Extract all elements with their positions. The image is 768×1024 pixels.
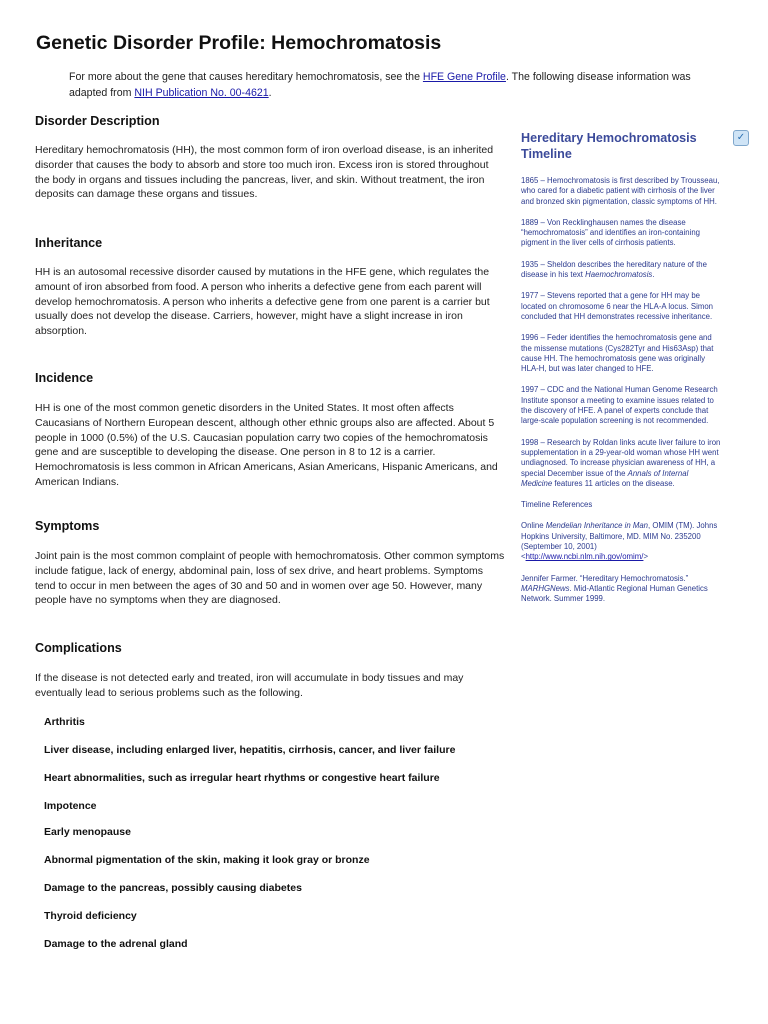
incidence-text: HH is one of the most common genetic disorders in the United States. It most often affects Caucasians of Northern European descent, although other ethnic groups also are affected. About 5 people in 1000 (0.5%) of the U.S. Caucasian population carry two copies of the hemochromatosis gene and are susceptible to developing the disease. One person in 8 to 12 is a carrier. Hemochromatosis is less common in African Americans, Asian Americans, Hispanic Americans, and American Indians. xyxy=(35,402,498,488)
list-item: Arthritis xyxy=(44,716,85,728)
timeline-entry xyxy=(521,438,721,489)
reference-text: . Mid-Atlantic Regional Human Genetics Network. Summer 1999. xyxy=(521,583,708,604)
section-heading-complications: Complications xyxy=(35,641,122,655)
section-heading-description: Disorder Description xyxy=(35,114,160,128)
page-title: Genetic Disorder Profile: Hemochromatosis xyxy=(36,32,442,54)
reference-title: MARHGNews xyxy=(521,583,570,593)
inheritance-text: HH is an autosomal recessive disorder caused by mutations in the HFE gene, which regulates the amount of iron absorbed from food. A person who inherits a defective gene from each parent will develop hemochromatosis. A person who inherits a defective gene from one parent is a carrier but usually does not develop the disease. Carriers, however, might have a slight increase in iron absorption. xyxy=(35,266,490,338)
reference-text: , OMIM (TM). Johns Hopkins University, Baltimore, MD. MIM No. 235200 (September 10, 2001) < xyxy=(521,521,718,562)
intro-text: For more about the gene that causes hereditary hemochromatosis, see the xyxy=(69,71,423,83)
timeline-text: 1998 – Research by Roldan links acute liver failure to iron supplementation in a 29-year-old woman whose HH went undiagnosed. To increase physician awareness of HH, a special December issue of the xyxy=(521,437,721,478)
timeline-entry: 1996 – Feder identifies the hemochromatosis gene and the missense mutations (Cys282Tyr and His63Asp) that cause HH. The hemochromatosis gene was originally HLA-H, but was later changed to HFE. xyxy=(521,333,714,374)
timeline-references-heading: Timeline References xyxy=(521,500,593,510)
list-item: Liver disease, including enlarged liver, hepatitis, cirrhosis, cancer, and liver failure xyxy=(44,744,456,756)
timeline-text: 1935 – Sheldon describes the hereditary nature of the disease in his text xyxy=(521,259,707,280)
section-heading-inheritance: Inheritance xyxy=(35,236,103,250)
reference-text: Jennifer Farmer. “Hereditary Hemochromatosis.” xyxy=(521,573,689,583)
timeline-title: Hereditary Hemochromatosis Timeline xyxy=(521,131,697,161)
timeline-entry: 1997 – CDC and the National Human Genome Research Institute sponsor a meeting to examine issues related to the discovery of HFE. A panel of experts conclude that large-scale population screening is not recommended. xyxy=(521,385,718,426)
list-item: Damage to the adrenal gland xyxy=(44,938,188,950)
timeline-entry xyxy=(521,260,721,281)
timeline-reference xyxy=(521,574,721,605)
timeline-reference xyxy=(521,521,721,562)
omim-link[interactable]: http://www.ncbi.nlm.nih.gov/omim/ xyxy=(525,552,644,562)
nih-publication-link[interactable]: NIH Publication No. 00-4621 xyxy=(134,86,269,99)
section-heading-symptoms: Symptoms xyxy=(35,519,100,533)
reference-text: > xyxy=(643,552,648,562)
intro-text: . The following disease information was adapted from xyxy=(69,71,691,99)
hfe-gene-profile-link[interactable]: HFE Gene Profile xyxy=(422,71,506,83)
intro-text: . xyxy=(268,86,272,99)
complications-text: If the disease is not detected early and treated, iron will accumulate in body tissues and may eventually lead to serious problems such as the following. xyxy=(35,672,464,699)
timeline-list xyxy=(521,176,721,605)
reference-text: Online xyxy=(521,521,546,531)
timeline-sidebar xyxy=(521,130,721,616)
list-item: Early menopause xyxy=(44,826,131,838)
timeline-text: . xyxy=(652,270,655,280)
timeline-entry: 1865 – Hemochromatosis is first described by Trousseau, who cared for a diabetic patient with cirrhosis of the liver and bronzed skin pigmentation, classic symptoms of HH. xyxy=(521,176,720,206)
book-title: Haemochromatosis xyxy=(585,270,653,280)
timeline-text: features 11 articles on the disease. xyxy=(552,478,675,488)
intro-paragraph xyxy=(69,70,729,101)
section-heading-incidence: Incidence xyxy=(35,371,94,385)
timeline-entry: 1977 – Stevens reported that a gene for HH may be located on chromosome 6 near the HLA-A locus. Simon concluded that HH demonstrates recessive inheritance. xyxy=(521,291,713,321)
reference-title: Mendelian Inheritance in Man xyxy=(545,521,649,531)
description-text: Hereditary hemochromatosis (HH), the most common form of iron overload disease, is an inherited disorder that causes the body to absorb and store too much iron. Excess iron is stored throughout the body in organs and tissues including the pancreas, liver, and skin. Without treatment, the iron deposits can damage these organs and tissues. xyxy=(35,144,494,201)
list-item: Abnormal pigmentation of the skin, making it look gray or bronze xyxy=(44,854,370,866)
list-item: Impotence xyxy=(44,800,97,812)
list-item: Thyroid deficiency xyxy=(44,910,137,922)
bookmark-icon[interactable]: ✓ xyxy=(733,130,749,146)
symptoms-text: Joint pain is the most common complaint of people with hemochromatosis. Other common symptoms include fatigue, lack of energy, abdominal pain, loss of sex drive, and heart problems. Symptoms tend to occur in men between the ages of 30 and 50 and in women over age 50. However, many people have no symptoms when they are diagnosed. xyxy=(35,550,505,607)
timeline-entry: 1889 – Von Recklinghausen names the disease “hemochromatosis” and identifies an iron-containing pigment in the liver cells of cirrhosis patients. xyxy=(521,217,700,248)
journal-title: Annals of Internal Medicine xyxy=(521,468,689,488)
list-item: Damage to the pancreas, possibly causing diabetes xyxy=(44,882,302,894)
list-item: Heart abnormalities, such as irregular heart rhythms or congestive heart failure xyxy=(44,772,440,784)
